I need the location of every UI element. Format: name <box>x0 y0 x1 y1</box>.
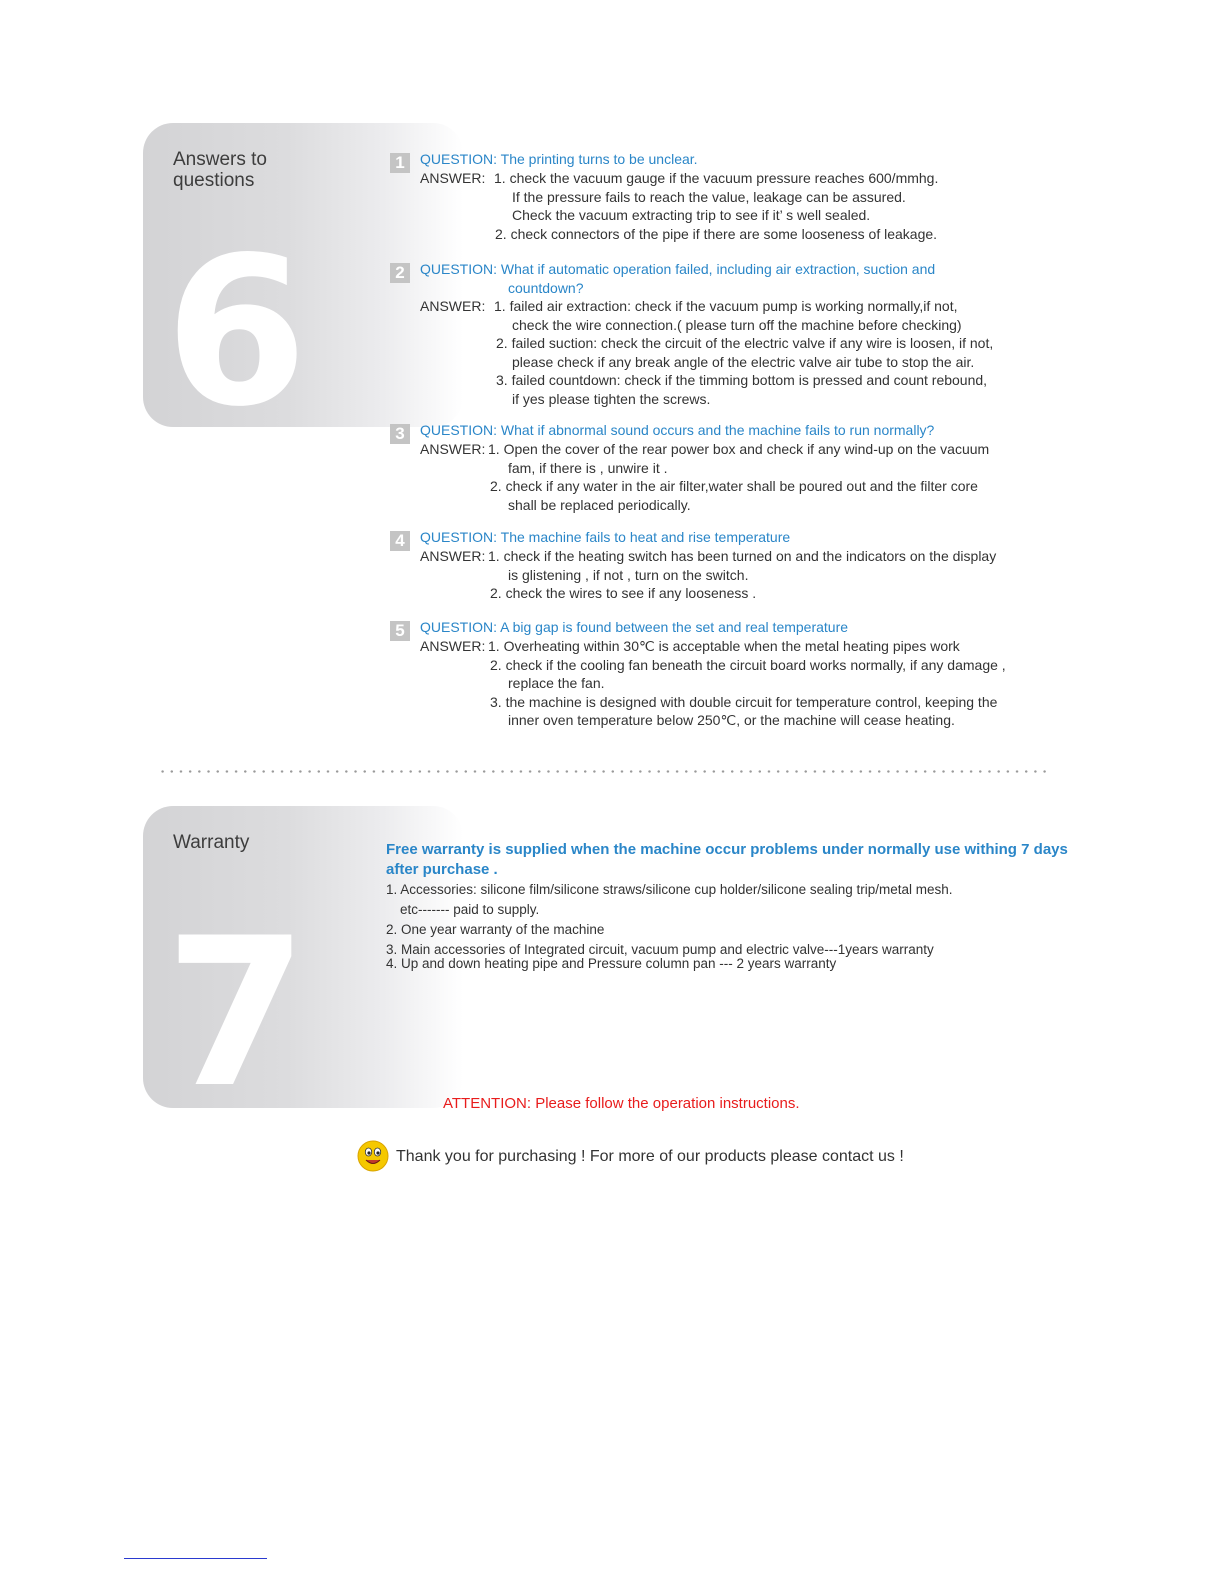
answer-line: 1. Open the cover of the rear power box and check if any wind-up on the vacuum <box>488 441 990 457</box>
qa-badge-1: 1 <box>390 153 410 173</box>
qa-answer-5 <box>420 637 1006 730</box>
question-label: QUESTION: <box>420 422 498 438</box>
qa-badge-4: 4 <box>390 531 410 551</box>
qa-answer-2 <box>420 297 994 408</box>
qa-badge-5: 5 <box>390 621 410 641</box>
answer-line: 2. check if the cooling fan beneath the circuit board works normally, if any damage , <box>490 656 1006 673</box>
answer-line: shall be replaced periodically. <box>508 496 691 513</box>
answer-label: ANSWER: <box>420 170 486 186</box>
qa-question-1 <box>420 150 698 169</box>
answer-line: 1. check if the heating switch has been turned on and the indicators on the display <box>488 548 997 564</box>
warranty-item-3: 3. Main accessories of Integrated circuit, vacuum pump and electric valve---1years warranty <box>386 942 934 957</box>
answer-line: 2. check if any water in the air filter,water shall be poured out and the filter core <box>490 478 978 494</box>
qa-question-4 <box>420 528 790 547</box>
warranty-item-1-cont: etc------- paid to supply. <box>400 902 540 917</box>
warranty-item-2: 2. One year warranty of the machine <box>386 922 605 937</box>
answer-line: 3. failed countdown: check if the timming bottom is pressed and count rebound, <box>496 372 988 388</box>
question-label: QUESTION: <box>420 619 498 635</box>
answer-line: 2. failed suction: check the circuit of the electric valve if any wire is loosen, if not, <box>496 335 994 351</box>
answer-line: Check the vacuum extracting trip to see if it’ s well sealed. <box>512 207 871 223</box>
qa-badge-2: 2 <box>390 263 410 283</box>
section-6-number: 6 <box>165 214 308 452</box>
warranty-headline: Free warranty is supplied when the machine occur problems under normally use withing 7 days after purchase . <box>386 841 1068 878</box>
question-label: QUESTION: <box>420 261 498 277</box>
answer-label: ANSWER: <box>420 298 486 314</box>
answer-line: if yes please tighten the screws. <box>512 390 711 407</box>
answer-line: 1. Overheating within 30℃ is acceptable when the metal heating pipes work <box>488 638 960 654</box>
answer-line: 2. check connectors of the pipe if there are some looseness of leakage. <box>495 225 938 242</box>
qa-answer-1 <box>420 169 939 243</box>
smiley-icon <box>357 1140 389 1172</box>
answer-label: ANSWER: <box>420 638 486 654</box>
qa-badge-3: 3 <box>390 424 410 444</box>
section-6-panel <box>143 123 463 452</box>
thanks-message: Thank you for purchasing ! For more of our products please contact us ! <box>396 1148 904 1165</box>
question-text: A big gap is found between the set and real temperature <box>500 619 849 635</box>
question-label: QUESTION: <box>420 151 498 167</box>
answer-line: 3. the machine is designed with double circuit for temperature control, keeping the <box>490 693 998 710</box>
answer-line: If the pressure fails to reach the value, leakage can be assured. <box>512 188 906 205</box>
attention-note: ATTENTION: Please follow the operation instructions. <box>443 1095 800 1112</box>
answer-label: ANSWER: <box>420 441 486 457</box>
question-text: The machine fails to heat and rise temperature <box>500 529 791 545</box>
section-6-title: Answers to questions <box>173 149 267 191</box>
warranty-item-4: 4. Up and down heating pipe and Pressure column pan --- 2 years warranty <box>386 956 837 971</box>
dotted-divider <box>158 770 1048 773</box>
warranty-item-1: 1. Accessories: silicone film/silicone straws/silicone cup holder/silicone sealing trip/metal mesh. <box>386 882 953 897</box>
answer-line: 1. failed air extraction: check if the vacuum pump is working normally,if not, <box>494 298 958 314</box>
answer-line: inner oven temperature below 250℃, or the machine will cease heating. <box>508 712 955 728</box>
answer-line: is glistening , if not , turn on the switch. <box>508 566 749 583</box>
footer-line <box>124 1558 267 1559</box>
qa-question-5 <box>420 618 848 637</box>
section-7-title: Warranty <box>173 832 250 853</box>
section-7-number: 7 <box>165 895 308 1133</box>
qa-answer-4 <box>420 547 997 603</box>
answer-line: 1. check the vacuum gauge if the vacuum pressure reaches 600/mmhg. <box>494 170 939 186</box>
qa-question-3 <box>420 421 934 440</box>
answer-line: fam, if there is , unwire it . <box>508 459 668 476</box>
question-text: What if automatic operation failed, including air extraction, suction and <box>500 261 936 277</box>
answer-line: replace the fan. <box>508 675 605 691</box>
qa-answer-3 <box>420 440 990 514</box>
question-text: The printing turns to be unclear. <box>500 151 698 167</box>
question-label: QUESTION: <box>420 529 498 545</box>
answer-line: please check if any break angle of the electric valve air tube to stop the air. <box>512 353 975 370</box>
answer-label: ANSWER: <box>420 548 486 564</box>
answer-line: 2. check the wires to see if any looseness . <box>490 585 757 601</box>
answer-line: check the wire connection.( please turn off the machine before checking) <box>512 316 962 333</box>
qa-question-2 <box>420 260 935 297</box>
question-text-cont: countdown? <box>508 279 584 296</box>
question-text: What if abnormal sound occurs and the machine fails to run normally? <box>500 422 935 438</box>
